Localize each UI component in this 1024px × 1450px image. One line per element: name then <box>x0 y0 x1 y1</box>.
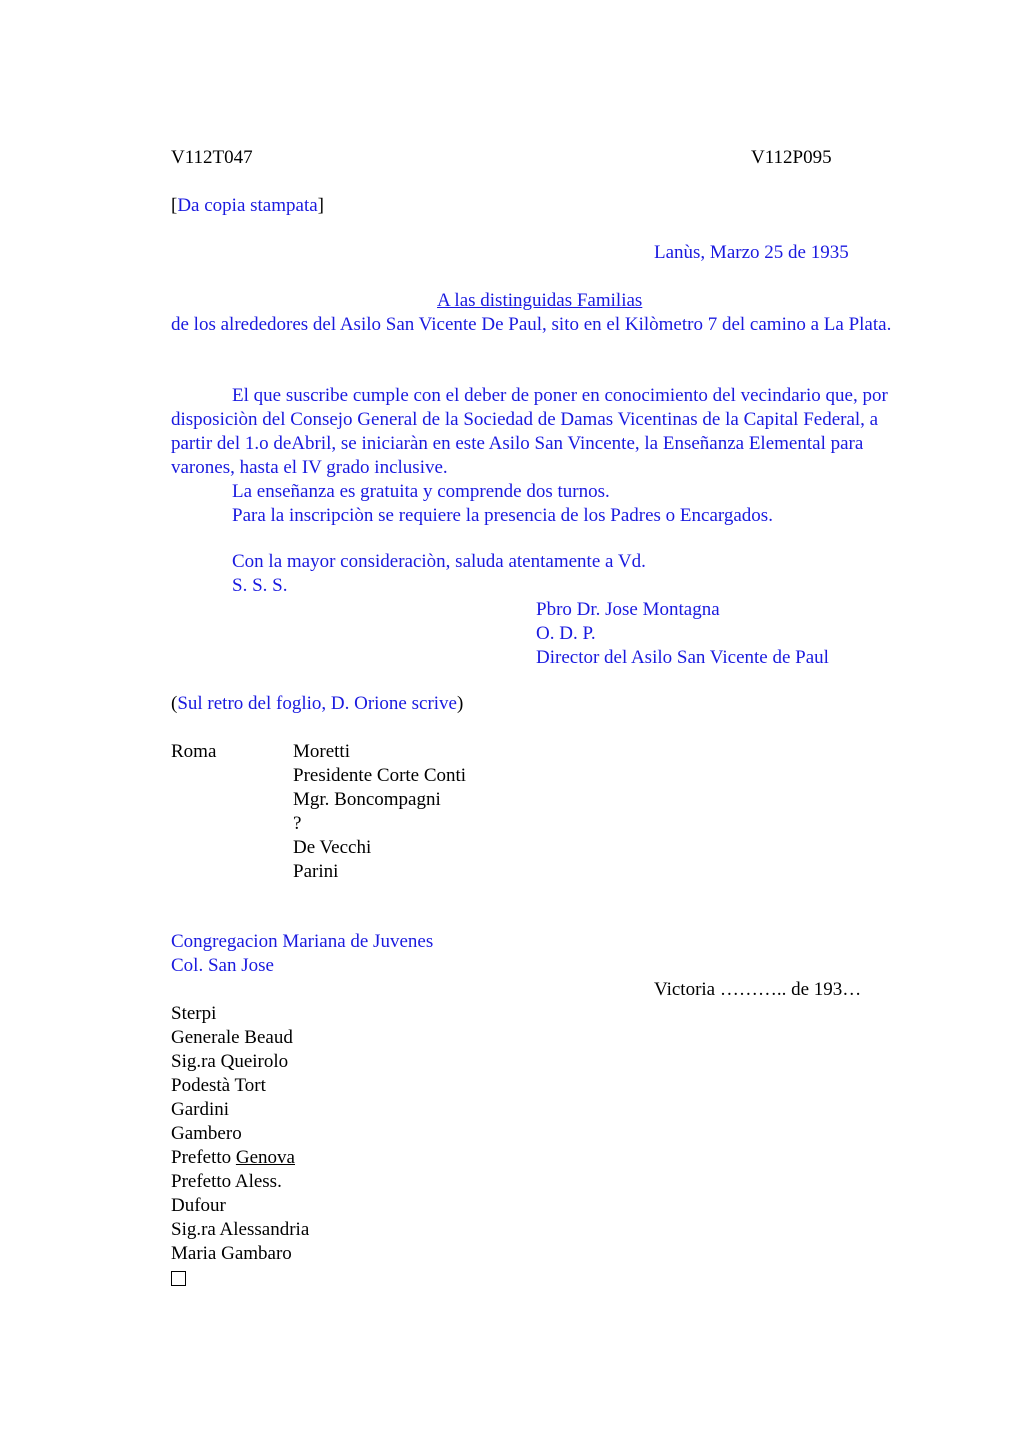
list-item: Gambero <box>171 1123 242 1144</box>
letter-greeting: Con la mayor consideraciòn, saluda atentamente a Vd. <box>232 551 646 572</box>
end-box-container <box>171 1266 309 1290</box>
list-item: De Vecchi <box>293 837 372 858</box>
list-item: Generale Beaud <box>171 1027 293 1048</box>
signature-role: Director del Asilo San Vicente de Paul <box>536 647 829 668</box>
square-box-icon <box>171 1271 186 1286</box>
names-list <box>171 1002 309 1290</box>
list-item: Presidente Corte Conti <box>293 765 467 786</box>
list-item: Maria Gambaro <box>171 1243 292 1264</box>
list-item: Dufour <box>171 1195 226 1216</box>
roma-label: Roma <box>171 741 217 762</box>
list-item: Podestà Tort <box>171 1075 266 1096</box>
list-item: Sig.ra Alessandria <box>171 1219 310 1240</box>
letterhead-line-1: Congregacion Mariana de Juvenes <box>171 931 434 952</box>
prefetto-city: Genova <box>235 1147 295 1168</box>
list-item: Prefetto Aless. <box>171 1171 282 1192</box>
letterhead-line-2: Col. San Jose <box>171 955 274 976</box>
list-item: Parini <box>293 861 339 882</box>
list-item: Sig.ra Queirolo <box>171 1051 289 1072</box>
roma-list <box>293 740 466 884</box>
letterhead <box>171 930 433 978</box>
addressee-title: A las distinguidas Familias <box>437 290 643 311</box>
letter-place-date: Lanùs, Marzo 25 de 1935 <box>654 242 849 263</box>
signature-name: Pbro Dr. Jose Montagna <box>536 599 720 620</box>
letterhead-date-line: Victoria ……….. de 193… <box>654 979 862 1000</box>
body-paragraph: El que suscribe cumple con el deber de poner en conocimiento del vecindario que, por disposiciòn del Consejo General de la Sociedad de Damas Vicentinas de la Capital Federal, a partir del 1.o deAbril, se iniciaràn en este Asilo San Vincente, la Enseñanza Elemental para varones, hasta el IV grado inclusive. <box>171 385 888 478</box>
signature-order: O. D. P. <box>536 623 596 644</box>
body-line-inscription: Para la inscripciòn se requiere la presencia de los Padres o Encargados. <box>232 505 773 526</box>
letter-signature <box>536 598 829 670</box>
addressee-line: de los alrededores del Asilo San Vicente De Paul, sito en el Kilòmetro 7 del camino a La Plata. <box>171 314 892 335</box>
document-code-right: V112P095 <box>751 147 832 168</box>
list-item: Moretti <box>293 741 350 762</box>
source-note: [Da copia stampata] <box>171 195 324 216</box>
list-item: ? <box>293 813 302 834</box>
list-item-prefetto: Prefetto Genova <box>171 1147 295 1168</box>
back-note-text: Sul retro del foglio, D. Orione scrive <box>177 693 457 714</box>
letter-body <box>171 384 916 528</box>
list-item: Gardini <box>171 1099 230 1120</box>
list-item: Sterpi <box>171 1003 217 1024</box>
back-note: (Sul retro del foglio, D. Orione scrive) <box>171 693 464 714</box>
document-code-left: V112T047 <box>171 147 253 168</box>
list-item: Mgr. Boncompagni <box>293 789 441 810</box>
body-line-free: La enseñanza es gratuita y comprende dos turnos. <box>232 481 610 502</box>
source-note-text: Da copia stampata <box>177 195 318 216</box>
letter-sss: S. S. S. <box>232 575 288 596</box>
